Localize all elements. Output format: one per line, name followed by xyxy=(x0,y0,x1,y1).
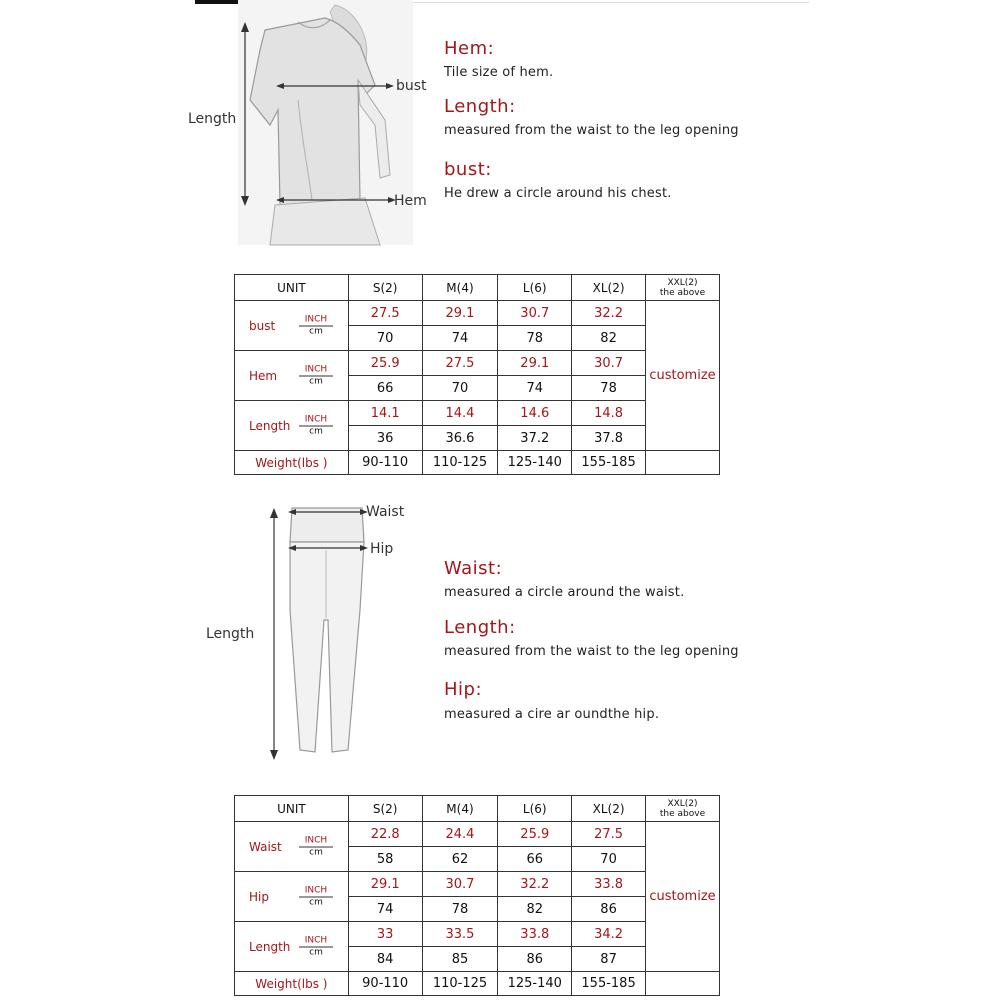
table-cell: 86 xyxy=(498,947,572,972)
unit-cm: cm xyxy=(309,326,323,336)
unit-inch: INCH xyxy=(299,414,333,426)
hip-text: measured a cire ar oundthe hip. xyxy=(444,707,660,722)
table-cell: 22.8 xyxy=(348,822,422,847)
table-cell: 66 xyxy=(348,376,422,401)
table-cell: 30.7 xyxy=(572,351,646,376)
unit-cm: cm xyxy=(309,897,323,907)
table-cell: 30.7 xyxy=(498,301,572,326)
shirt-hem-label: Hem xyxy=(394,193,427,209)
table-cell: 155-185 xyxy=(572,451,646,475)
waist-title: Waist: xyxy=(444,558,503,579)
table-cell: 37.2 xyxy=(498,426,572,451)
empty-cell xyxy=(645,972,719,996)
table-cell: 32.2 xyxy=(572,301,646,326)
xxl-label: XXL(2) xyxy=(667,277,698,288)
table-cell: 78 xyxy=(422,897,498,922)
pants-length-label: Length xyxy=(206,626,255,642)
table-cell: 82 xyxy=(498,897,572,922)
table-cell: 14.6 xyxy=(498,401,572,426)
unit-inch: INCH xyxy=(299,885,333,897)
table-cell: 14.8 xyxy=(572,401,646,426)
table-cell: 58 xyxy=(348,847,422,872)
table-header-row xyxy=(235,796,720,822)
table-cell: 66 xyxy=(498,847,572,872)
table-cell: 74 xyxy=(348,897,422,922)
shirt-bust-label: bust xyxy=(396,78,427,94)
pants-hip-label: Hip xyxy=(370,541,394,557)
table-cell: 33.5 xyxy=(422,922,498,947)
table-cell: 14.1 xyxy=(348,401,422,426)
pants-figure xyxy=(260,500,420,765)
unit-fraction xyxy=(299,414,333,437)
table-cell: 78 xyxy=(498,326,572,351)
unit-header: UNIT xyxy=(235,275,349,301)
waist-row-label xyxy=(235,822,349,872)
pants-waist-label: Waist xyxy=(366,504,405,520)
length-row-label xyxy=(235,922,349,972)
customize-cell: customize xyxy=(645,301,719,451)
unit-inch: INCH xyxy=(299,314,333,326)
row-name: Length xyxy=(249,418,291,433)
size-xl-header: XL(2) xyxy=(572,796,646,822)
table-cell: 125-140 xyxy=(498,451,572,475)
table-row xyxy=(235,301,720,326)
size-xxl-header xyxy=(645,275,719,301)
row-name: Hem xyxy=(249,368,278,383)
table-cell: 34.2 xyxy=(572,922,646,947)
table-cell: 82 xyxy=(572,326,646,351)
table-cell: 90-110 xyxy=(348,972,422,996)
table-cell: 29.1 xyxy=(498,351,572,376)
unit-fraction xyxy=(299,314,333,337)
unit-cm: cm xyxy=(309,426,323,436)
bust-text: He drew a circle around his chest. xyxy=(444,186,672,201)
table-cell: 155-185 xyxy=(572,972,646,996)
table-cell: 25.9 xyxy=(348,351,422,376)
shirt-length-title: Length: xyxy=(444,96,516,117)
pants-size-table xyxy=(234,795,720,996)
bust-row-label xyxy=(235,301,349,351)
table-cell: 125-140 xyxy=(498,972,572,996)
table-cell: 70 xyxy=(348,326,422,351)
hip-row-label xyxy=(235,872,349,922)
empty-cell xyxy=(645,451,719,475)
table-cell: 84 xyxy=(348,947,422,972)
table-cell: 27.5 xyxy=(348,301,422,326)
unit-inch: INCH xyxy=(299,835,333,847)
bust-title: bust: xyxy=(444,159,492,180)
size-m-header: M(4) xyxy=(422,796,498,822)
table-cell: 110-125 xyxy=(422,451,498,475)
size-m-header: M(4) xyxy=(422,275,498,301)
unit-inch: INCH xyxy=(299,364,333,376)
size-l-header: L(6) xyxy=(498,796,572,822)
xxl-sublabel: the above xyxy=(659,287,706,298)
table-cell: 74 xyxy=(498,376,572,401)
table-cell: 25.9 xyxy=(498,822,572,847)
row-name: Hip xyxy=(249,889,269,904)
xxl-sublabel: the above xyxy=(659,808,706,819)
unit-cm: cm xyxy=(309,847,323,857)
size-xxl-header xyxy=(645,796,719,822)
unit-cm: cm xyxy=(309,376,323,386)
row-name: bust xyxy=(249,318,276,333)
table-cell: 14.4 xyxy=(422,401,498,426)
shirt-size-table xyxy=(234,274,720,475)
unit-cm: cm xyxy=(309,947,323,957)
weight-row xyxy=(235,451,720,475)
weight-row xyxy=(235,972,720,996)
size-s-header: S(2) xyxy=(348,796,422,822)
length-row-label xyxy=(235,401,349,451)
unit-fraction xyxy=(299,935,333,958)
table-cell: 24.4 xyxy=(422,822,498,847)
pants-length-text: measured from the waist to the leg opening xyxy=(444,644,739,659)
table-cell: 90-110 xyxy=(348,451,422,475)
table-cell: 36.6 xyxy=(422,426,498,451)
weight-label: Weight(lbs ) xyxy=(235,972,349,996)
unit-fraction xyxy=(299,364,333,387)
unit-header: UNIT xyxy=(235,796,349,822)
table-cell: 27.5 xyxy=(422,351,498,376)
waist-text: measured a circle around the waist. xyxy=(444,585,685,600)
table-header-row xyxy=(235,275,720,301)
table-cell: 85 xyxy=(422,947,498,972)
row-name: Length xyxy=(249,939,291,954)
size-xl-header: XL(2) xyxy=(572,275,646,301)
table-cell: 78 xyxy=(572,376,646,401)
table-cell: 29.1 xyxy=(348,872,422,897)
hip-title: Hip: xyxy=(444,679,483,700)
table-cell: 74 xyxy=(422,326,498,351)
hem-row-label xyxy=(235,351,349,401)
size-s-header: S(2) xyxy=(348,275,422,301)
table-cell: 33.8 xyxy=(572,872,646,897)
table-row xyxy=(235,822,720,847)
unit-fraction xyxy=(299,835,333,858)
table-cell: 87 xyxy=(572,947,646,972)
unit-inch: INCH xyxy=(299,935,333,947)
hem-text: Tile size of hem. xyxy=(444,65,554,80)
size-l-header: L(6) xyxy=(498,275,572,301)
table-cell: 33 xyxy=(348,922,422,947)
table-cell: 33.8 xyxy=(498,922,572,947)
pants-length-title: Length: xyxy=(444,617,516,638)
hem-title: Hem: xyxy=(444,38,495,59)
table-cell: 110-125 xyxy=(422,972,498,996)
table-cell: 70 xyxy=(422,376,498,401)
shirt-length-label: Length xyxy=(188,111,237,127)
row-name: Waist xyxy=(249,839,282,854)
table-cell: 32.2 xyxy=(498,872,572,897)
xxl-label: XXL(2) xyxy=(667,798,698,809)
table-cell: 29.1 xyxy=(422,301,498,326)
table-cell: 27.5 xyxy=(572,822,646,847)
unit-fraction xyxy=(299,885,333,908)
weight-label: Weight(lbs ) xyxy=(235,451,349,475)
table-cell: 70 xyxy=(572,847,646,872)
customize-cell: customize xyxy=(645,822,719,972)
table-cell: 30.7 xyxy=(422,872,498,897)
table-cell: 62 xyxy=(422,847,498,872)
table-cell: 36 xyxy=(348,426,422,451)
table-cell: 37.8 xyxy=(572,426,646,451)
table-cell: 86 xyxy=(572,897,646,922)
shirt-length-text: measured from the waist to the leg opening xyxy=(444,123,739,138)
